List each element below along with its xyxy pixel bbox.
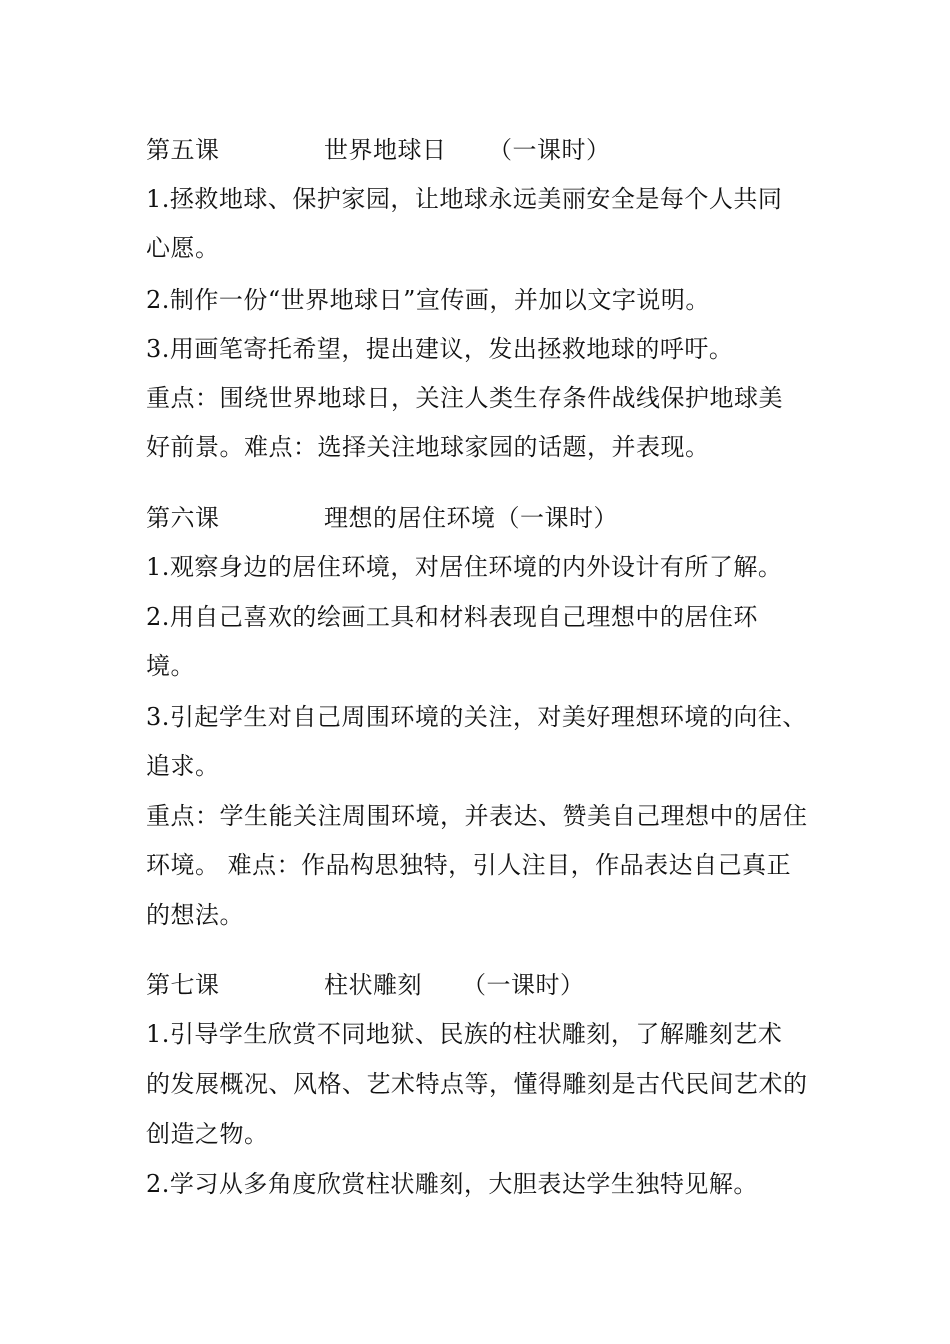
- lesson-number: 第七课: [146, 971, 220, 999]
- text-line: 1.拯救地球、保护家园，让地球永远美丽安全是每个人共同: [146, 185, 783, 213]
- text-line: 1.引导学生欣赏不同地狱、民族的柱状雕刻，了解雕刻艺术: [146, 1020, 783, 1048]
- lesson-duration: （一课时）: [462, 971, 585, 999]
- text-line: 创造之物。: [146, 1120, 269, 1148]
- lesson-number: 第五课: [146, 136, 220, 164]
- text-line: 环境。 难点：作品构思独特，引人注目，作品表达自己真正: [146, 851, 792, 879]
- text-line: 追求。: [146, 752, 220, 780]
- text-line: 的想法。: [146, 901, 244, 929]
- lesson-heading: [146, 134, 611, 166]
- lesson-name: 世界地球日: [324, 136, 447, 164]
- lesson-number: 第六课: [146, 504, 220, 532]
- text-line: 重点：学生能关注周围环境，并表达、赞美自己理想中的居住: [146, 802, 808, 830]
- lesson-duration: （一课时）: [495, 504, 618, 532]
- text-line: 重点：围绕世界地球日，关注人类生存条件战线保护地球美: [146, 384, 783, 412]
- text-line: 心愿。: [146, 234, 220, 262]
- lesson-duration: （一课时）: [488, 136, 611, 164]
- text-line: 1.观察身边的居住环境，对居住环境的内外设计有所了解。: [146, 553, 783, 581]
- lesson-name: 柱状雕刻: [324, 971, 422, 999]
- text-line: 3.引起学生对自己周围环境的关注，对美好理想环境的向往、: [146, 703, 807, 731]
- text-line: 好前景。难点：选择关注地球家园的话题，并表现。: [146, 433, 710, 461]
- lesson-heading: [146, 502, 618, 534]
- text-line: 2.制作一份“世界地球日”宣传画，并加以文字说明。: [146, 286, 710, 314]
- text-line: 的发展概况、风格、艺术特点等，懂得雕刻是古代民间艺术的: [146, 1070, 808, 1098]
- text-line: 2.学习从多角度欣赏柱状雕刻，大胆表达学生独特见解。: [146, 1170, 758, 1198]
- lesson-heading: [146, 969, 585, 1001]
- text-line: 2.用自己喜欢的绘画工具和材料表现自己理想中的居住环: [146, 603, 758, 631]
- lesson-name: 理想的居住环境: [324, 504, 496, 532]
- text-line: 3.用画笔寄托希望，提出建议，发出拯救地球的呼吁。: [146, 335, 734, 363]
- text-line: 境。: [146, 652, 195, 680]
